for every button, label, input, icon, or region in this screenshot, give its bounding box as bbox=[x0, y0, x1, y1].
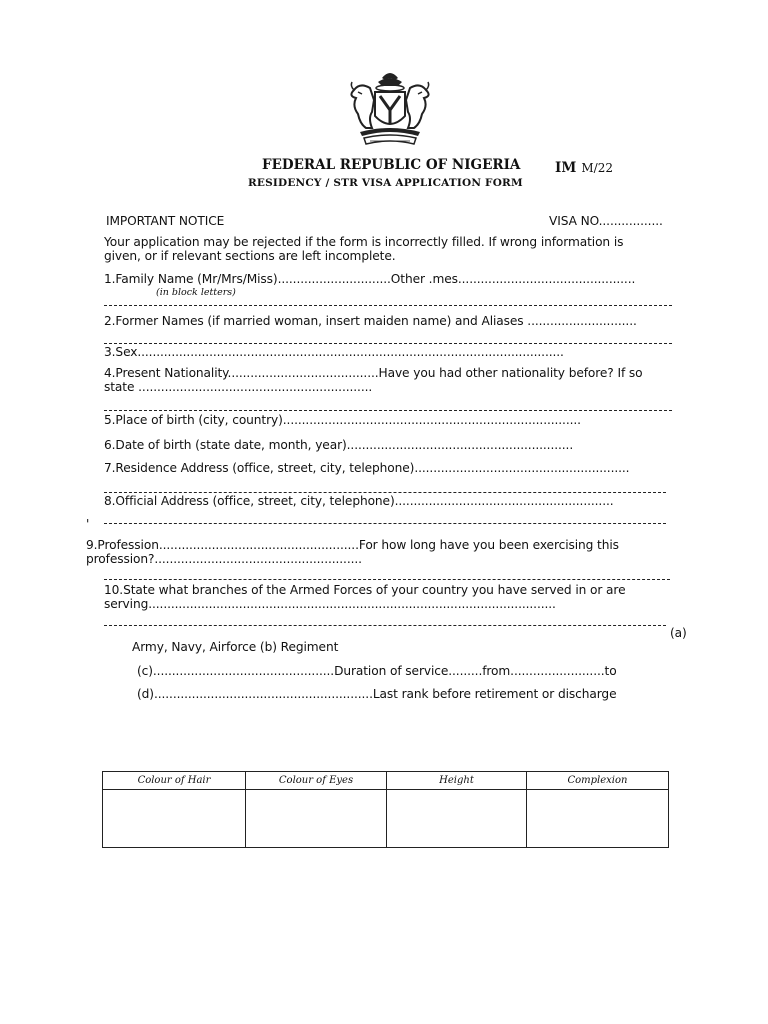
answer-line[interactable] bbox=[104, 579, 670, 580]
notice-text-line2: given, or if relevant sections are left incomplete. bbox=[104, 249, 396, 263]
nationality-state-field[interactable]: state .............................................................. bbox=[104, 380, 373, 394]
physical-attributes-table bbox=[102, 771, 669, 848]
notice-label: IMPORTANT NOTICE bbox=[106, 214, 225, 228]
form-title: RESIDENCY / STR VISA APPLICATION FORM bbox=[248, 177, 523, 189]
eye-colour-cell[interactable] bbox=[246, 790, 387, 848]
country-title: FEDERAL REPUBLIC OF NIGERIA bbox=[262, 157, 521, 173]
complexion-cell[interactable] bbox=[527, 790, 669, 848]
column-header: Colour of Eyes bbox=[246, 772, 387, 790]
stray-mark: ' bbox=[86, 517, 90, 531]
column-header: Complexion bbox=[527, 772, 669, 790]
coat-of-arms-icon bbox=[338, 66, 442, 150]
answer-line[interactable] bbox=[104, 410, 672, 411]
answer-line[interactable] bbox=[104, 523, 666, 524]
sub-item-c-field[interactable]: (c)................................................Duration of service.........from.........................to bbox=[137, 664, 617, 678]
answer-line[interactable] bbox=[104, 625, 666, 626]
answer-line[interactable] bbox=[104, 343, 672, 344]
form-code-prefix: IM bbox=[555, 160, 577, 176]
family-name-field[interactable]: 1.Family Name (Mr/Mrs/Miss)..............................Other .mes............................................... bbox=[104, 272, 636, 286]
sub-item-a-marker: (a) bbox=[670, 626, 687, 640]
form-code-suffix: M/22 bbox=[581, 161, 613, 175]
form-code bbox=[555, 157, 613, 176]
column-header: Height bbox=[387, 772, 527, 790]
profession-duration-field[interactable]: profession?....................................................... bbox=[86, 552, 362, 566]
hair-colour-cell[interactable] bbox=[103, 790, 246, 848]
former-names-field[interactable]: 2.Former Names (if married woman, insert maiden name) and Aliases ............................. bbox=[104, 314, 637, 328]
date-of-birth-field[interactable]: 6.Date of birth (state date, month, year)............................................................ bbox=[104, 438, 574, 452]
column-header: Colour of Hair bbox=[103, 772, 246, 790]
sub-item-d-field[interactable]: (d)..........................................................Last rank before retirement or discharge bbox=[137, 687, 617, 701]
nationality-field[interactable]: 4.Present Nationality........................................Have you had other nationality before? If so bbox=[104, 366, 643, 380]
height-cell[interactable] bbox=[387, 790, 527, 848]
visa-number-field[interactable]: VISA NO................. bbox=[549, 214, 663, 228]
place-of-birth-field[interactable]: 5.Place of birth (city, country)............................................................................... bbox=[104, 413, 581, 427]
block-letters-note: (in block letters) bbox=[156, 287, 236, 298]
residence-address-field[interactable]: 7.Residence Address (office, street, city, telephone)......................................................... bbox=[104, 461, 630, 475]
armed-forces-serving-field[interactable]: serving............................................................................................................ bbox=[104, 597, 556, 611]
notice-text-line1: Your application may be rejected if the form is incorrectly filled. If wrong information is bbox=[104, 235, 624, 249]
answer-line[interactable] bbox=[104, 492, 666, 493]
official-address-field[interactable]: 8.Official Address (office, street, city, telephone).......................................................... bbox=[104, 494, 614, 508]
table-row bbox=[103, 790, 669, 848]
sub-item-a-field[interactable]: Army, Navy, Airforce (b) Regiment bbox=[132, 640, 339, 654]
sex-field[interactable]: 3.Sex................................................................................................................. bbox=[104, 345, 564, 359]
table-header-row bbox=[103, 772, 669, 790]
profession-field[interactable]: 9.Profession.....................................................For how long have you been exercising this bbox=[86, 538, 619, 552]
armed-forces-field[interactable]: 10.State what branches of the Armed Forces of your country you have served in or are bbox=[104, 583, 626, 597]
answer-line[interactable] bbox=[104, 305, 672, 306]
